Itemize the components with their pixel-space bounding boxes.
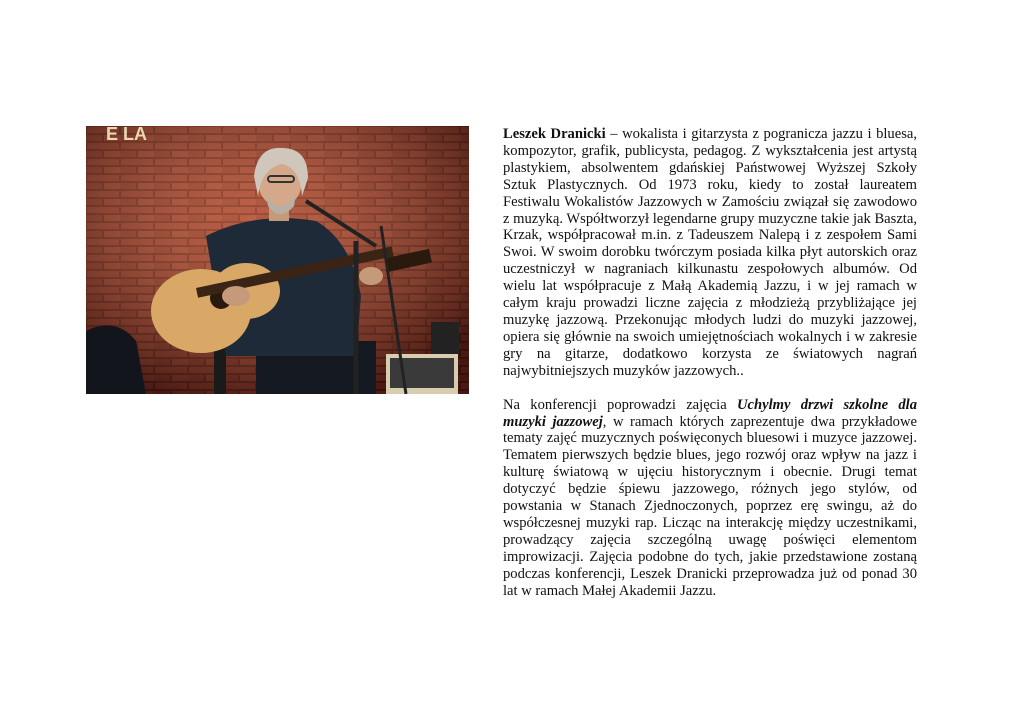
workshop-title: Uchylmy drzwi szkolne dla muzyki jazzowej [503, 396, 917, 430]
workshop-intro: Na konferencji poprowadzi zajęcia [503, 396, 737, 413]
workshop-text: , w ramach których zaprezentuje dwa przykładowe tematy zajęć muzycznych poświęconych bluesowi i muzyce jazzowej. Tematem pierwszych będzie blues, jego rozwój oraz wpływ na jazz i kulturę światową w ujęciu historycznym i obecnie. Drugi temat dotyczyć będzie śpiewu jazzowego, różnych jego stylów, od powstania w Stanach Zjednoczonych, poprzez erę swingu, aż do współczesnej muzyki rap. Licząc na interakcję między uczestnikami, prowadzący zajęcia szczególną uwagę poświęci elementom improwizacji. Zajęcia podobne do tych, jakie przedstawione zostaną podczas konferencji, Leszek Dranicki przeprowadza już od ponad 30 lat w ramach Małej Akademii Jazzu. [503, 413, 917, 599]
article-text [503, 126, 917, 599]
performer-photo-illustration [86, 126, 469, 394]
workshop-paragraph [503, 397, 917, 600]
bio-paragraph [503, 126, 917, 380]
bio-text: – wokalista i gitarzysta z pogranicza jazzu i bluesa, kompozytor, grafik, publicysta, pedagog. Z wykształcenia jest artystą plastykiem, absolwentem gdańskiej Państwowej Wyższej Szkoły Sztuk Plastycznych. Od 1973 roku, kiedy to został laureatem Festiwalu Wokalistów Jazzowych w Zamościu związał się zawodowo z muzyką. Współtworzył legendarne grupy muzyczne takie jak Baszta, Krzak, współpracował m.in. z Tadeuszem Nalepą i z zespołem Sami Swoi. W swoim dorobku twórczym posiada kilka płyt autorskich oraz uczestniczył w nagraniach kilkunastu zespołowych albumów. Od wielu lat współpracuje z Małą Akademią Jazzu, i w jej ramach w całym kraju prowadzi liczne zajęcia z młodzieżą przybliżające jej muzykę jazzową. Przekonując młodych ludzi do muzyki jazzowej, opiera się głównie na swoich umiejętnościach wokalnych i w zakresie gry na gitarze, dodatkowo korzysta ze światowych nagrań najwybitniejszych muzyków jazzowych.. [503, 126, 918, 379]
artist-name: Leszek Dranicki [503, 126, 606, 142]
performer-photo [86, 126, 469, 394]
wall-sign: E LA [106, 126, 148, 144]
